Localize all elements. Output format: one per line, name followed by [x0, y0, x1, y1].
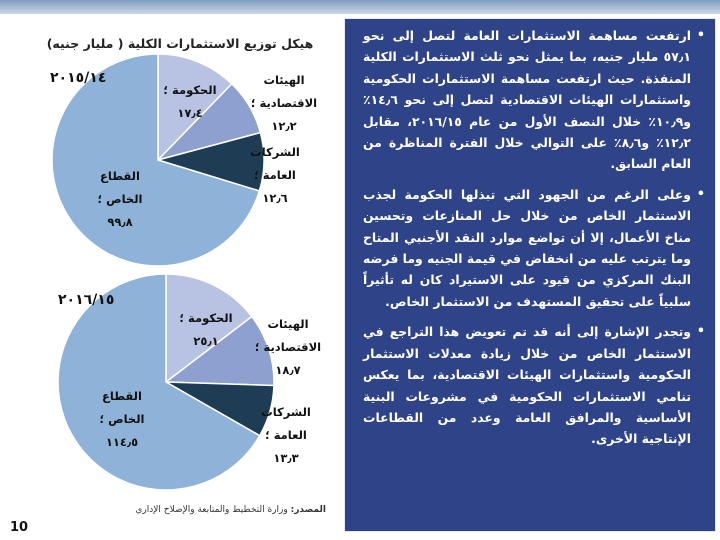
slice-label-line: الشركات	[250, 145, 300, 159]
slice-label-line: العامة ؛	[265, 428, 307, 442]
source-label: المصدر:	[290, 505, 326, 515]
slice-label-line: الشركات	[261, 405, 311, 419]
slice-value: ١٧٫٤	[177, 106, 203, 120]
year-label: ٢٠١٥/١٤	[50, 70, 107, 86]
slice-label	[261, 405, 311, 465]
slice-value: ١٣٫٣	[273, 451, 299, 465]
slice-value: ٢٥٫١	[193, 334, 219, 348]
slice-label-line: الاقتصادية ؛	[250, 96, 318, 110]
pie-charts-svg	[20, 52, 340, 522]
slice-value: ١٢٫٦	[262, 191, 288, 205]
text-panel	[344, 18, 716, 532]
pie-charts	[20, 52, 340, 522]
slice-value: ١٢٫٢	[271, 119, 297, 133]
slice-label-line: القطاع	[100, 169, 140, 183]
slice-label	[100, 389, 145, 449]
slice-value: ١٨٫٧	[275, 363, 301, 377]
slice-label-line: الخاص ؛	[99, 412, 145, 426]
slice-label-line: العامة ؛	[254, 168, 296, 182]
bullet-list	[363, 25, 705, 450]
slice-value: ٩٩٫٨	[107, 215, 133, 229]
slice-label	[251, 73, 317, 133]
chart-title: هيكل توزيع الاستثمارات الكلية ( مليار جنيه)	[46, 36, 314, 51]
bullet-item: • وعلى الرغم من الجهود التي تبذلها الحكومة لجذب الاستثمار الخاص من خلال حل المنازعات وتحسين مناخ الأعمال، إلا أن تواضع موارد النقد الأجنبي المتاح وما يترتب عليه من انخفاض في قيمة الجنيه وما فرضه البنك المركزي من قيود على الاستيراد كان له تأثيراً سلبياً على تحقيق المستهدف من الاستثمار الخاص.	[363, 184, 691, 312]
slice-label-line: الاقتصادية ؛	[254, 340, 322, 354]
slice-label-line: الهيئات	[267, 317, 309, 331]
slice-label-line: الحكومة ؛	[179, 311, 233, 325]
slice-value: ١١٤٫٥	[105, 435, 139, 449]
page-number: 10	[10, 520, 29, 535]
year-label: ٢٠١٦/١٥	[58, 292, 115, 308]
slice-label-line: الخاص ؛	[97, 192, 143, 206]
top-rule	[0, 0, 720, 14]
slice-label-line: الهيئات	[263, 73, 305, 87]
bullet-item: • وتجدر الإشارة إلى أنه قد تم تعويض هذا التراجع في الاستثمار الخاص من خلال زيادة معدلات الاستثمار الحكومية واستثمارات الهيئات الاقتصادية، بما يعكس تنامي الاستثمارات الحكومية في مشروعات البنية الأساسية والمرافق العامة وعدد من القطاعات الإنتاجية الأخرى.	[363, 321, 691, 449]
source-text: وزارة التخطيط والمتابعة والإصلاح الإداري	[135, 505, 288, 515]
slice-label-line: الحكومة ؛	[163, 83, 217, 97]
slice-label-line: القطاع	[102, 389, 142, 403]
bullet-item: • ارتفعت مساهمة الاستثمارات العامة لتصل إلى نحو ٥٧٫١ مليار جنيه، بما يمثل نحو ثلث الاستثمارات الكلية المنفذة. حيث ارتفعت مساهمة الاستثمارات الحكومية واستثمارات الهيئات الاقتصادية لتصل إلى نحو ١٤٫٦٪ و١٠٫٩٪ خلال النصف الأول من عام ٢٠١٦/١٥، مقابل ١٢٫٢٪ و٨٫٦٪ على التوالي خلال الفترة المناظرة من العام السابق.	[363, 25, 691, 175]
source-note	[112, 505, 326, 515]
